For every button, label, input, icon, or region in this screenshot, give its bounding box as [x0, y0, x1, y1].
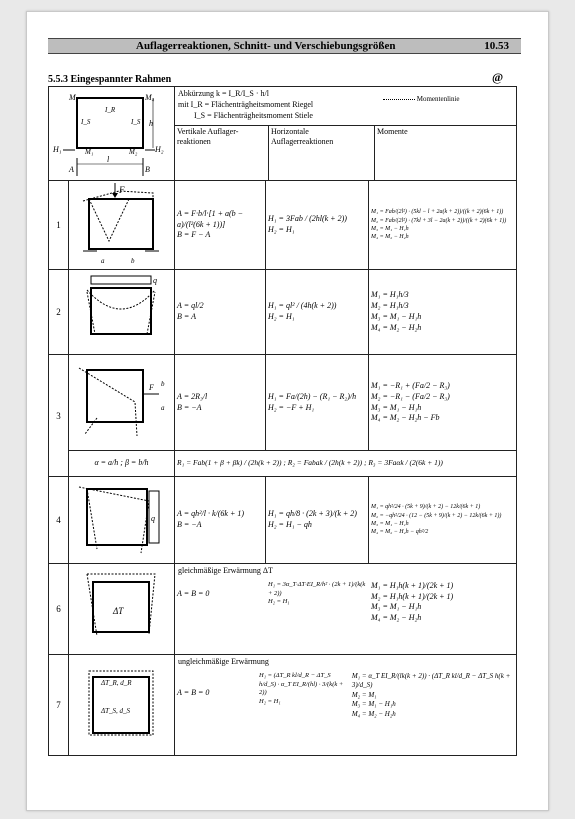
col-header-horizontal: Horizontale Auflagerreaktionen [269, 126, 375, 180]
moments-4 [369, 477, 517, 564]
table-row [49, 564, 517, 655]
formula-H1: H₁ = qh/8 · (2k + 3)/(k + 2) [268, 509, 357, 519]
formula-M1: M₁ = qh²/24 · (5k + 9)/(k + 2) − 12k/(6k + 1) [371, 504, 481, 511]
delta-ts-label: ΔT_S, d_S [101, 707, 131, 715]
moments-1 [369, 181, 517, 270]
formula-A: A = F·b/l·[1 + a(b − a)/(l²(6k + 1))] [177, 208, 244, 229]
formula-M4: M₄ = M₂ − H₂h [371, 322, 422, 332]
svg-text:B: B [145, 164, 150, 174]
svg-text:A: A [69, 164, 74, 174]
vertical-reactions-2 [175, 270, 266, 355]
table-row [49, 355, 517, 451]
svg-text:q: q [151, 514, 155, 523]
case-figure-6 [69, 564, 175, 655]
col-header-vertical: Vertikale Auflager-reaktionen [175, 126, 269, 180]
section-heading: 5.5.3 Eingespannter Rahmen [48, 74, 172, 85]
vertical-reactions-3 [175, 355, 266, 451]
svg-text:F: F [119, 185, 125, 195]
def-ir: mit I_R = Flächenträgheitsmoment Riegel [178, 100, 314, 109]
table-row [49, 477, 517, 564]
vertical-reactions-6 [175, 579, 266, 626]
formula-M1: M₁ = −R₁ + (Fa/2 − R₃) [371, 380, 450, 390]
svg-text:b: b [131, 257, 135, 265]
formula-M4: M₄ = M₂ − H₂h − qh²/2 [371, 529, 429, 536]
row-number: 2 [49, 270, 69, 355]
horizontal-reactions-6 [266, 579, 369, 626]
formula-M3: M₃ = M₁ − H₁h [371, 226, 409, 232]
horizontal-reactions-4 [266, 477, 369, 564]
formula-M3: M₃ = M₁ − H₁h [371, 521, 409, 527]
table-row [49, 270, 517, 355]
formula-AB: A = B = 0 [177, 588, 210, 598]
page-number: 10.53 [484, 40, 509, 52]
col-header-moments: Momente [377, 127, 408, 136]
formula-H2: H₂ = H₁ − qh [268, 520, 312, 529]
momentline-legend [383, 95, 460, 103]
formula-M2: M₂ = M₁ [351, 690, 377, 699]
nonuniform-heating-frame-diagram [69, 655, 173, 753]
moments-6 [369, 579, 455, 626]
formula-M2: M₂ = H₁h(k + 1)/(2k + 1) [371, 591, 454, 601]
formula-A: A = 2R₃/l [177, 391, 208, 401]
svg-text:I_S: I_S [81, 117, 91, 126]
formula-H2: H₂ = −F + H₁ [268, 402, 315, 412]
formula-M2: M₂ = Fab/(2l²) · (7kl + 3l − 2a(k + 2))/((k + 2)(6k + 1)) [371, 217, 507, 224]
case-figure-2 [69, 270, 175, 355]
def-is: I_S = Flächenträgheitsmoment Stiele [194, 111, 313, 120]
vertical-reactions-7 [175, 670, 257, 721]
formula-M1: M₁ = H₁h(k + 1)/(2k + 1) [371, 580, 454, 590]
formula-A: A = qh²/l · k/(6k + 1) [177, 509, 245, 519]
formula-M2: M₂ = H₁h/3 [371, 301, 409, 311]
svg-text:M₃: M₃ [69, 92, 79, 102]
svg-text:q: q [153, 276, 157, 285]
horizontal-reactions-3 [266, 355, 369, 451]
legend-figure [49, 87, 175, 181]
case-figure-7 [69, 655, 175, 756]
formula-AB: A = B = 0 [177, 687, 210, 697]
corner-symbol: @ [492, 70, 504, 84]
formula-H2: H₂ = H₁ [268, 598, 290, 606]
svg-text:H₂: H₂ [155, 144, 164, 154]
row-number: 4 [49, 477, 69, 564]
svg-text:M₄: M₄ [145, 92, 155, 102]
formula-M3: M₃ = M₁ − H₁h [351, 700, 396, 709]
delta-t-label: ΔT [113, 606, 124, 616]
formula-H2: H₂ = H₁ [268, 225, 295, 234]
formula-M4: M₄ = M₂ − H₂h [371, 613, 422, 623]
frame-table [48, 86, 517, 756]
case-6-content [175, 564, 517, 655]
row-number: 1 [49, 181, 69, 270]
formula-M3: M₃ = M₁ − H₁h [371, 312, 422, 321]
formula-H1: H₁ = (ΔT_R kl/d_R − ΔT_S h/d_S) · α_T EI_R/(hl) · 3/(k(k + 2)) [259, 671, 344, 697]
formula-H1: H₁ = Fa/(2h) − (R₁ − R₂)/h [268, 391, 357, 401]
svg-text:I_S: I_S [131, 117, 141, 126]
case-title: ungleichmäßige Erwärmung [178, 657, 269, 666]
formula-M4: M₄ = M₂ − H₂h [371, 234, 409, 241]
formula-H2: H₂ = H₁ [268, 312, 295, 321]
formula-H2: H₂ = H₁ [259, 698, 281, 706]
formula-M1: M₁ = H₁h/3 [371, 290, 409, 300]
table-row [49, 181, 517, 270]
formula-B: B = −A [177, 520, 202, 529]
formula-B: B = F − A [177, 230, 211, 240]
svg-text:H₁: H₁ [53, 144, 62, 154]
case-7-content [175, 655, 517, 756]
horizontal-reactions-7 [257, 670, 350, 721]
formula-M1: M₁ = Fab/(2l²) · (5kl − l + 2a(k + 2))/((k + 2)(6k + 1)) [371, 209, 504, 216]
svg-text:a: a [161, 403, 165, 412]
formula-M4: M₄ = M₂ − H₂h [351, 709, 396, 718]
moments-2 [369, 270, 517, 355]
momentline-label: Momentenlinie [416, 95, 460, 103]
formula-M3: M₃ = M₁ − H₁h [371, 402, 422, 412]
svg-text:I_R: I_R [105, 105, 116, 114]
formula-B: B = A [177, 312, 197, 321]
moments-3 [369, 355, 517, 451]
table-row [49, 655, 517, 756]
formula-H1: H₁ = 3α_T·ΔT·EI_R/h² · (2k + 1)/(k(k + 2)) [268, 580, 366, 597]
uniform-heating-frame-diagram [69, 564, 173, 652]
formula-M3: M₃ = M₁ − H₁h [371, 602, 422, 612]
svg-text:a: a [101, 257, 105, 265]
moments-7 [350, 670, 516, 721]
formula-M1: M₁ = α_T EI_R/(lk(k + 2)) · (ΔT_R kl/d_R − ΔT_S h(k + 3)/d_S) [351, 671, 511, 690]
delta-tr-label: ΔT_R, d_R [101, 679, 132, 687]
formula-B: B = −A [177, 402, 202, 412]
svg-text:M₁: M₁ [85, 147, 94, 156]
abbreviation-text: Abkürzung k = I_R/I_S · h/l [178, 89, 269, 98]
table-row [49, 451, 517, 477]
row-number: 6 [49, 564, 69, 655]
formula-M2: M₂ = −qh²/24 · (12 − (5k + 9)/(k + 2) − 12k/(6k + 1)) [371, 512, 502, 519]
horizontal-reactions-1 [266, 181, 369, 270]
row-number: 7 [49, 655, 69, 756]
svg-text:F: F [149, 382, 154, 392]
formula-H1: H₁ = ql² / (4h(k + 2)) [268, 301, 337, 311]
horizontal-force-frame-diagram [69, 356, 173, 448]
alpha-beta-definition: α = a/h ; β = b/h [69, 451, 175, 477]
horizontal-reactions-2 [266, 270, 369, 355]
table-header-row [49, 87, 517, 181]
svg-text:b: b [161, 379, 165, 388]
svg-text:h: h [149, 118, 153, 128]
vertical-reactions-1 [175, 181, 266, 270]
dotted-line-sample [383, 99, 415, 100]
legend-block [175, 87, 517, 181]
formula-H1: H₁ = 3Fab / (2hl(k + 2)) [268, 214, 347, 224]
formula-M2: M₂ = −R₁ − (Fa/2 − R₃) [371, 391, 450, 401]
r-definitions: R₁ = Fab(1 + β + βk) / (2h(k + 2)) ; R₂ = Fabak / (2h(k + 2)) ; R₃ = 3Faαk / (2(6k + 1)) [175, 451, 517, 477]
vertical-reactions-4 [175, 477, 266, 564]
case-figure-4 [69, 477, 175, 564]
frame-legend-diagram [49, 88, 173, 178]
column-load-frame-diagram [69, 477, 173, 561]
distributed-load-frame-diagram [69, 270, 173, 352]
point-load-frame-diagram [69, 181, 173, 267]
case-figure-3 [69, 355, 175, 451]
header-title: Auflagerreaktionen, Schnitt- und Verschiebungsgrößen [136, 40, 396, 52]
case-title: gleichmäßige Erwärmung ΔT [178, 566, 273, 575]
formula-M4: M₄ = M₂ − H₂h − Fb [371, 413, 440, 423]
formula-A: A = ql/2 [177, 301, 204, 311]
svg-text:M₂: M₂ [129, 147, 138, 156]
svg-text:l: l [107, 154, 110, 164]
row-number: 3 [49, 355, 69, 477]
case-figure-1 [69, 181, 175, 270]
running-header [48, 38, 521, 54]
